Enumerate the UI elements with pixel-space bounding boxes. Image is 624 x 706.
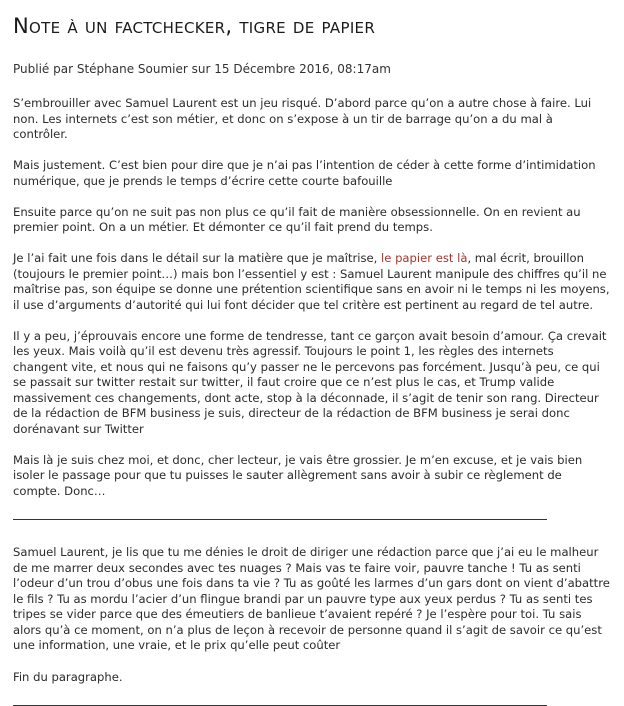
paragraph-4-end: , mal écrit, brouillon (toujours le premier point…) mais bon l’essentiel y est : Samuel Laurent manipule des chiffres qu’il ne maîtrise pas, son équipe se donne une prétention scientifique sans en avoir ni le temps ni les moyens, il use d’arguments d’autorité qui lui font décider que tel critère est pertinent au regard de tel autre. xyxy=(13,251,610,312)
paragraph-6: Mais là je suis chez moi, et donc, cher lecteur, je vais être grossier. Je m’en excuse, et je vais bien isoler le passage pour que tu puisses le sauter allègrement sans avoir à subir ce règlement de compte. Donc… xyxy=(13,452,583,498)
paragraph-8: Fin du paragraphe. xyxy=(13,669,123,684)
post-title: Note à un factchecker, tigre de papier xyxy=(13,14,376,38)
paragraph-1: S’embrouiller avec Samuel Laurent est un jeu risqué. D’abord parce qu’on a autre chose à faire. Lui non. Les internets c’est son métier, et donc on s’expose à un tir de barrage qu’on a du mal à contrôler. xyxy=(13,96,592,141)
paragraph-4 xyxy=(13,251,611,313)
post-content xyxy=(13,96,611,706)
paragraph-3: Ensuite parce qu’on ne suit pas non plus ce qu’il fait de manière obsessionnelle. On en revient au premier point. On a un métier. Et démonter ce qu’il fait prend du temps. xyxy=(13,204,581,235)
paragraph-4-start: Je l’ai fait une fois dans le détail sur la matière que je maîtrise, xyxy=(13,251,382,266)
paragraph-7: Samuel Laurent, je lis que tu me dénies le droit de diriger une rédaction parce que j’ai eu le malheur de me marrer deux secondes avec tes nuages ? Mais vas te faire voir, pauvre tanche ! Tu as senti l’odeur d’un trou d’obus une fois dans ta vie ? Tu as goûté les larmes d’un gars dont on vient d’abattre le fils ? Tu as mordu l’acier d’un flingue brandi par un pauvre type aux yeux perdus ? Tu as senti tes tripes se vider parce que des émeutiers de banlieue t’avaient repéré ? Je l’espère pour toi. Tu sais alors qu’à ce moment, on n’a plus de leçon à recevoir de personne quand il s’agit de savoir ce qu’est une information, une vraie, et le prix qu’elle peut coûter xyxy=(13,545,610,653)
paragraph-2: Mais justement. C’est bien pour dire que je n’ai pas l’intention de céder à cette forme d’intimidation numérique, que je prends le temps d’écrire cette courte bafouille xyxy=(13,158,596,188)
paragraph-5: Il y a peu, j’éprouvais encore une forme de tendresse, tant ce garçon avait besoin d’amour. Ça crevait les yeux. Mais voilà qu’il est devenu très agressif. Toujours le point 1, les règles des internets changent vite, et nous qui ne faisons qu’y passer ne le percevons pas forcément. Jusqu’à peu, ce qui se passait sur twitter restait sur twitter, il faut croire que ce n’est plus le cas, et Trump valide massivement ces changements, dont acte, stop à la déconnade, il s’agit de tenir son rang. Directeur de la rédaction de BFM business je suis, directeur de la rédaction de BFM business je serai donc dorénavant sur Twitter xyxy=(13,328,607,436)
post-meta: Publié par Stéphane Soumier sur 15 Décembre 2016, 08:17am xyxy=(13,62,391,76)
separator-line xyxy=(13,519,547,520)
article-link[interactable]: le papier est là xyxy=(381,251,468,266)
